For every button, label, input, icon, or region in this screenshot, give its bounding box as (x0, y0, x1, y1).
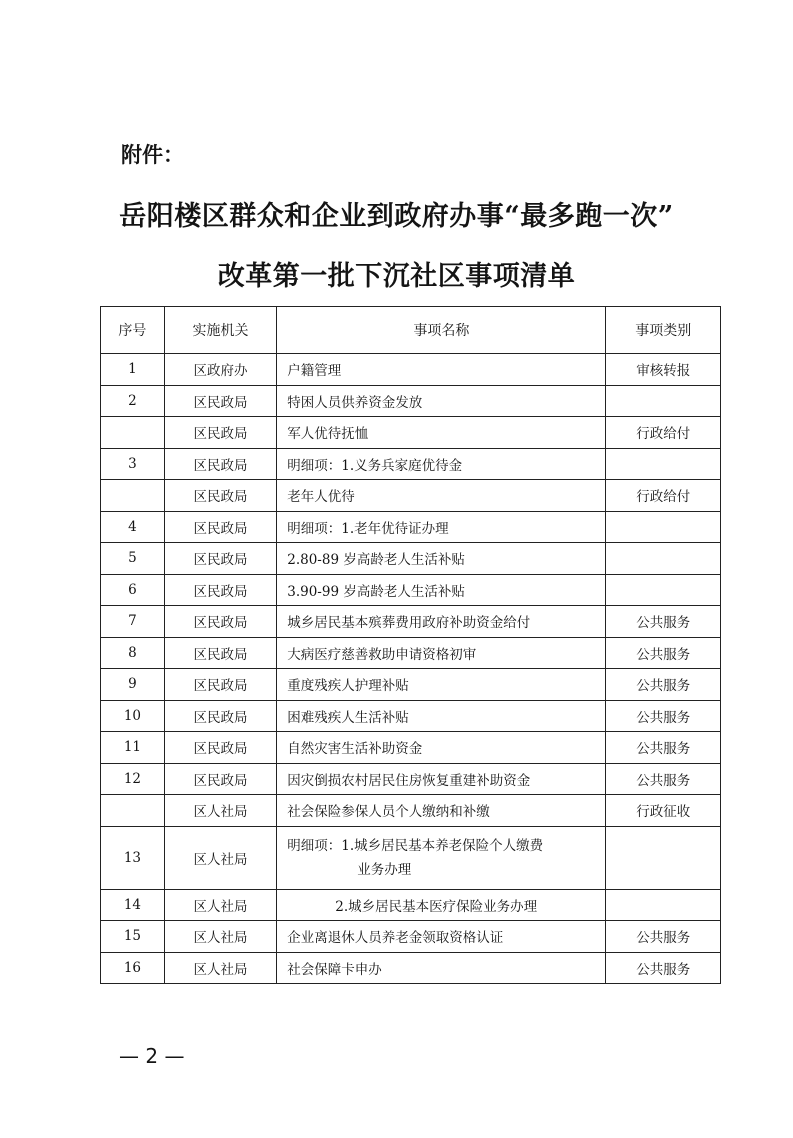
cell-name: 困难残疾人生活补贴 (277, 700, 606, 732)
cell-org: 区民政局 (164, 543, 276, 575)
cell-no: 5 (101, 543, 165, 575)
cell-type (606, 826, 721, 889)
cell-no: 9 (101, 669, 165, 701)
items-table (100, 306, 721, 984)
cell-no: 8 (101, 637, 165, 669)
cell-org: 区民政局 (164, 448, 276, 480)
table-row (101, 448, 721, 480)
cell-type (606, 385, 721, 417)
cell-no: 7 (101, 606, 165, 638)
cell-type: 公共服务 (606, 606, 721, 638)
cell-org: 区人社局 (164, 952, 276, 984)
cell-org: 区民政局 (164, 700, 276, 732)
table-row (101, 952, 721, 984)
cell-name: 城乡居民基本殡葬费用政府补助资金给付 (277, 606, 606, 638)
table-row (101, 795, 721, 827)
cell-name: 军人优待抚恤 (277, 417, 606, 449)
header-type: 事项类别 (606, 307, 721, 354)
cell-name: 户籍管理 (277, 354, 606, 386)
table-row (101, 543, 721, 575)
cell-type: 审核转报 (606, 354, 721, 386)
cell-type: 公共服务 (606, 763, 721, 795)
table-row (101, 732, 721, 764)
cell-name: 明细项：1.老年优待证办理 (277, 511, 606, 543)
cell-org: 区民政局 (164, 417, 276, 449)
cell-org: 区人社局 (164, 921, 276, 953)
cell-org: 区民政局 (164, 637, 276, 669)
cell-org: 区民政局 (164, 511, 276, 543)
cell-no: 1 (101, 354, 165, 386)
cell-type (606, 543, 721, 575)
cell-org: 区民政局 (164, 669, 276, 701)
cell-org: 区民政局 (164, 606, 276, 638)
cell-type: 行政给付 (606, 417, 721, 449)
table-row (101, 511, 721, 543)
header-org: 实施机关 (164, 307, 276, 354)
table-row (101, 700, 721, 732)
cell-type (606, 448, 721, 480)
attachment-label: 附件： (121, 143, 184, 167)
cell-org: 区民政局 (164, 480, 276, 512)
table-row (101, 417, 721, 449)
cell-no: 10 (101, 700, 165, 732)
cell-name-line-2: 业务办理 (357, 861, 412, 878)
cell-no: 13 (101, 826, 165, 889)
table-row (101, 606, 721, 638)
cell-no (101, 417, 165, 449)
cell-name: 明细项：1.义务兵家庭优待金 (277, 448, 606, 480)
cell-no: 4 (101, 511, 165, 543)
cell-org: 区人社局 (164, 795, 276, 827)
cell-type: 公共服务 (606, 700, 721, 732)
cell-org: 区人社局 (164, 826, 276, 889)
cell-no: 15 (101, 921, 165, 953)
table-row (101, 889, 721, 921)
cell-no: 12 (101, 763, 165, 795)
table-row (101, 354, 721, 386)
cell-type: 公共服务 (606, 669, 721, 701)
cell-name: 大病医疗慈善救助申请资格初审 (277, 637, 606, 669)
cell-no (101, 480, 165, 512)
cell-no: 11 (101, 732, 165, 764)
cell-name: 2.80-89 岁高龄老人生活补贴 (277, 543, 606, 575)
cell-no: 2 (101, 385, 165, 417)
cell-org: 区民政局 (164, 763, 276, 795)
cell-name: 企业离退休人员养老金领取资格认证 (277, 921, 606, 953)
cell-no (101, 795, 165, 827)
cell-no: 16 (101, 952, 165, 984)
table-row (101, 826, 721, 889)
cell-name: 社会保障卡申办 (277, 952, 606, 984)
table-row (101, 669, 721, 701)
header-no: 序号 (101, 307, 165, 354)
cell-name: 重度残疾人护理补贴 (277, 669, 606, 701)
table-row (101, 763, 721, 795)
cell-type (606, 511, 721, 543)
cell-name: 老年人优待 (277, 480, 606, 512)
table-row (101, 921, 721, 953)
cell-org: 区民政局 (164, 732, 276, 764)
cell-type: 公共服务 (606, 732, 721, 764)
cell-type: 公共服务 (606, 952, 721, 984)
cell-type: 公共服务 (606, 921, 721, 953)
cell-name: 社会保险参保人员个人缴纳和补缴 (277, 795, 606, 827)
page-number: — 2 — (119, 1044, 185, 1068)
cell-name: 特困人员供养资金发放 (277, 385, 606, 417)
cell-name: 因灾倒损农村居民住房恢复重建补助资金 (277, 763, 606, 795)
document-title-line-1: 岳阳楼区群众和企业到政府办事“最多跑一次” (119, 201, 674, 232)
document-title-line-2: 改革第一批下沉社区事项清单 (217, 261, 576, 292)
header-name: 事项名称 (277, 307, 606, 354)
cell-org: 区民政局 (164, 574, 276, 606)
cell-type (606, 574, 721, 606)
cell-no: 3 (101, 448, 165, 480)
cell-name: 3.90-99 岁高龄老人生活补贴 (277, 574, 606, 606)
cell-type: 行政给付 (606, 480, 721, 512)
cell-type (606, 889, 721, 921)
cell-org: 区政府办 (164, 354, 276, 386)
table-row (101, 385, 721, 417)
cell-org: 区民政局 (164, 385, 276, 417)
cell-type: 行政征收 (606, 795, 721, 827)
cell-name: 自然灾害生活补助资金 (277, 732, 606, 764)
table-row (101, 574, 721, 606)
cell-name (277, 826, 606, 889)
cell-no: 6 (101, 574, 165, 606)
cell-name: 2.城乡居民基本医疗保险业务办理 (277, 889, 606, 921)
table-row (101, 637, 721, 669)
table-row (101, 480, 721, 512)
cell-type: 公共服务 (606, 637, 721, 669)
cell-org: 区人社局 (164, 889, 276, 921)
table-header-row (101, 307, 721, 354)
cell-no: 14 (101, 889, 165, 921)
cell-name-line-1: 明细项：1.城乡居民基本养老保险个人缴费 (287, 837, 544, 854)
